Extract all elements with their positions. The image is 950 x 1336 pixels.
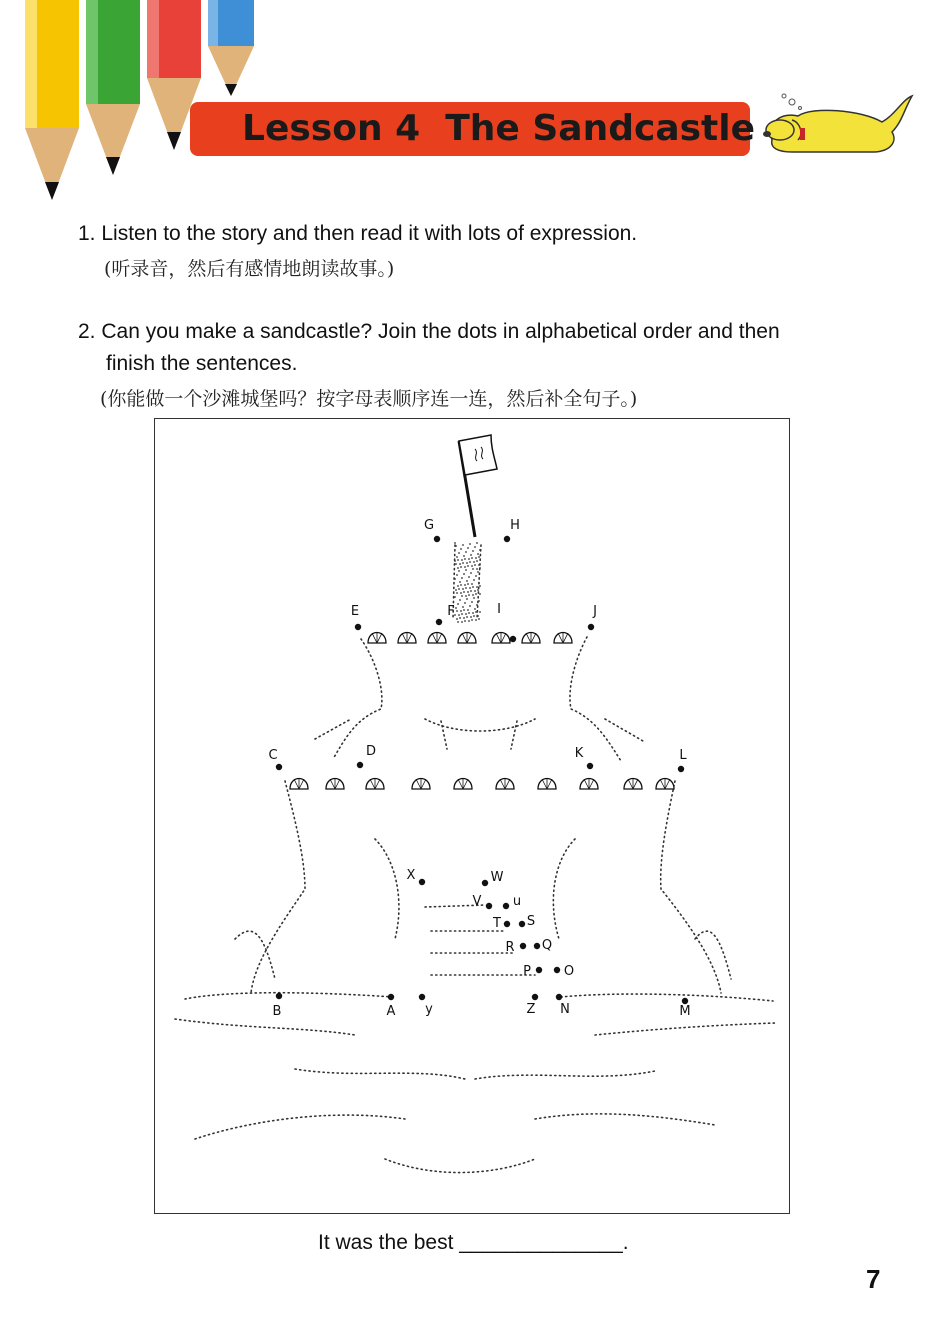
dot-r xyxy=(520,943,526,949)
shell-icon xyxy=(496,779,514,790)
dot-label: B xyxy=(272,1004,282,1019)
shell-icon xyxy=(580,779,598,790)
dot-label: G xyxy=(423,518,435,533)
question-1-chinese: (听录音，然后有感情地朗读故事。) xyxy=(104,258,395,280)
sandcastle-dot-puzzle xyxy=(154,418,790,1214)
dot-t xyxy=(504,921,510,927)
fill-in-sentence: It was the best ______________. xyxy=(318,1231,629,1254)
blue-pencil-icon xyxy=(208,0,254,96)
dot-label: K xyxy=(574,746,584,761)
dot-label: E xyxy=(350,604,360,619)
shell-icon xyxy=(522,633,540,644)
dot-label: J xyxy=(593,604,597,619)
dot-label: A xyxy=(386,1004,396,1019)
dot-i xyxy=(510,636,516,642)
dot-label: L xyxy=(679,748,687,763)
shell-icon xyxy=(326,779,344,790)
dot-label: T xyxy=(493,916,501,931)
dot-j xyxy=(588,624,594,630)
question-2-text-line2: finish the sentences. xyxy=(106,352,298,375)
dot-label: S xyxy=(526,914,536,929)
sandcastle-drawing xyxy=(155,419,791,1215)
flag-icon xyxy=(459,435,497,537)
dot-o xyxy=(554,967,560,973)
green-pencil-icon xyxy=(86,0,140,175)
dot-label: u xyxy=(512,894,522,909)
dot-label: O xyxy=(563,964,575,979)
lesson-title: Lesson 4 The Sandcastle xyxy=(242,108,755,149)
shells-decoration xyxy=(290,633,674,790)
dot-label: W xyxy=(490,870,504,885)
dot-v xyxy=(486,903,492,909)
dot-d xyxy=(357,762,363,768)
shell-icon xyxy=(458,633,476,644)
dot-label: P xyxy=(523,964,531,979)
dot-w xyxy=(482,880,488,886)
dot-label: F xyxy=(447,604,455,619)
lesson-banner xyxy=(190,102,755,156)
dot-label: Z xyxy=(526,1002,536,1017)
shell-icon xyxy=(554,633,572,644)
shell-icon xyxy=(366,779,384,790)
shell-icon xyxy=(624,779,642,790)
dot-label: M xyxy=(679,1004,691,1019)
dot-label: Q xyxy=(541,938,553,953)
dot-g xyxy=(434,536,440,542)
question-2-text-line1: 2. Can you make a sandcastle? Join the dots in alphabetical order and then xyxy=(78,320,780,343)
shell-icon xyxy=(454,779,472,790)
shell-icon xyxy=(492,633,510,644)
shell-icon xyxy=(368,633,386,644)
dot-u xyxy=(503,903,509,909)
dot-label: V xyxy=(472,894,482,909)
dot-points xyxy=(276,536,688,1004)
dot-label: y xyxy=(425,1002,433,1017)
dot-p xyxy=(536,967,542,973)
dot-s xyxy=(519,921,525,927)
shell-icon xyxy=(656,779,674,790)
shell-icon xyxy=(412,779,430,790)
dot-z xyxy=(532,994,538,1000)
dot-label: R xyxy=(505,940,515,955)
dot-k xyxy=(587,763,593,769)
dot-n xyxy=(556,994,562,1000)
dot-a xyxy=(388,994,394,1000)
shell-icon xyxy=(428,633,446,644)
dot-q xyxy=(534,943,540,949)
dot-c xyxy=(276,764,282,770)
dot-label: C xyxy=(268,748,278,763)
dot-l xyxy=(678,766,684,772)
shell-icon xyxy=(538,779,556,790)
dot-b xyxy=(276,993,282,999)
dot-label: X xyxy=(406,868,416,883)
question-2-chinese: (你能做一个沙滩城堡吗？按字母表顺序连一连，然后补全句子。) xyxy=(100,388,638,410)
dot-label: D xyxy=(365,744,377,759)
question-1-text: 1. Listen to the story and then read it with lots of expression. xyxy=(78,222,638,245)
dot-y xyxy=(419,994,425,1000)
dot-label: H xyxy=(510,518,520,533)
yellow-pencil-icon xyxy=(25,0,79,200)
shell-icon xyxy=(398,633,416,644)
sleeping-dog-icon xyxy=(752,92,922,160)
dot-label: N xyxy=(560,1002,570,1017)
dot-f xyxy=(436,619,442,625)
dot-label: I xyxy=(497,602,501,617)
dot-e xyxy=(355,624,361,630)
dot-letter-labels xyxy=(268,518,690,1019)
dot-x xyxy=(419,879,425,885)
page-number: 7 xyxy=(866,1264,881,1294)
dot-h xyxy=(504,536,510,542)
shell-icon xyxy=(290,779,308,790)
